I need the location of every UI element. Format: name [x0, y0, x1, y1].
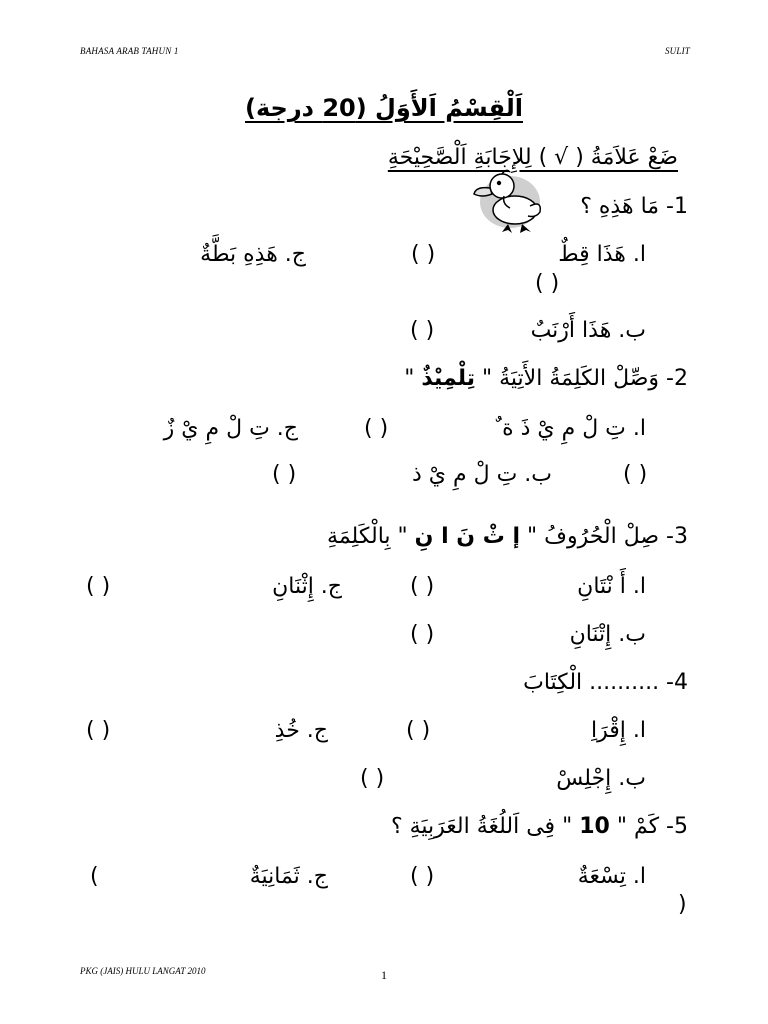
q4-option-b: ب. إِجْلِسْ: [556, 766, 646, 791]
q3-option-c-blank: ( ): [86, 574, 111, 599]
q2-option-b-blank: ( ): [272, 462, 297, 487]
q3-option-a-blank: ( ): [410, 574, 435, 599]
q3-option-c: ج. إِثْنَانِ: [272, 574, 342, 599]
q2-option-a-blank: ( ): [364, 416, 389, 441]
q1-option-c-blank: ( ): [535, 271, 560, 296]
q3-option-b-blank: ( ): [410, 622, 435, 647]
q4-question: 4- .......... الْكِتَابَ: [523, 670, 688, 695]
duck-illustration: [470, 162, 546, 234]
q1-question: 1- مَا هَذِهِ ؟: [580, 194, 688, 219]
q2-option-a: ا. تِ لْ مِ يْ ذَ ة ٌ: [495, 416, 646, 441]
q5-option-c: ج. ثَمَانِيَةٌ: [249, 864, 328, 889]
q4-option-a: ا. إِقْرَاِ: [591, 718, 646, 743]
q3-option-b: ب. إِتْنَانِ: [569, 622, 646, 647]
q5-option-c-close-paren: ): [678, 892, 687, 917]
q2-option-c: ج. تِ لْ مِ يْ زٌ: [163, 416, 298, 441]
q2-option-b: ب. تِ لْ مِ يْ ذ: [411, 462, 552, 487]
instruction-text: ضَعْ عَلاَمَةُ ( √ ) لِلإِجَابَةِ اَلْصَّحِيْحَةِ: [387, 145, 678, 170]
q2-question: 2- وَصِّلْ الكَلِمَةُ الأَتِيَةُ " تِلْمِيْذٌ ": [404, 366, 688, 391]
header-subject: BAHASA ARAB TAHUN 1: [80, 46, 179, 56]
q1-option-b: ب. هَذَا أَرْنَبٌ: [530, 318, 646, 343]
q2-option-b-blank-right: ( ): [623, 462, 648, 487]
q3-question: 3- صِلْ الْحُرُوفُ " إ ثْ نَ ا نِ " بِالْكَلِمَةِ: [327, 524, 688, 549]
q4-option-a-blank: ( ): [406, 718, 431, 743]
q3-option-a: ا. أَ نْتَانِ: [577, 574, 646, 599]
q1-option-a: ا. هَذَا قِطٌ: [558, 242, 646, 267]
q5-option-a: ا. تِسْعَةٌ: [577, 864, 646, 889]
q1-option-b-blank: ( ): [410, 318, 435, 343]
q5-option-c-open-paren: (: [90, 864, 99, 889]
footer-publisher: PKG (JAIS) HULU LANGAT 2010: [80, 966, 206, 976]
q4-option-c: ج. خُذِ: [274, 718, 328, 743]
q5-option-a-blank: ( ): [410, 864, 435, 889]
header-classification: SULIT: [664, 46, 690, 56]
page-number: 1: [381, 968, 387, 982]
q1-option-c: ج. هَذِهِ بَطَّةٌ: [200, 242, 306, 267]
section-title: اَلْقِسْمُ اَلأَوَلُ (20 درجة): [245, 94, 523, 122]
q4-option-c-blank: ( ): [86, 718, 111, 743]
q4-option-b-blank: ( ): [360, 766, 385, 791]
q5-question: 5- كَمْ " 10 " فِى اَللُغَةُ العَرَبِيَةِ ؟: [390, 814, 688, 839]
q1-option-a-blank: ( ): [411, 242, 436, 267]
